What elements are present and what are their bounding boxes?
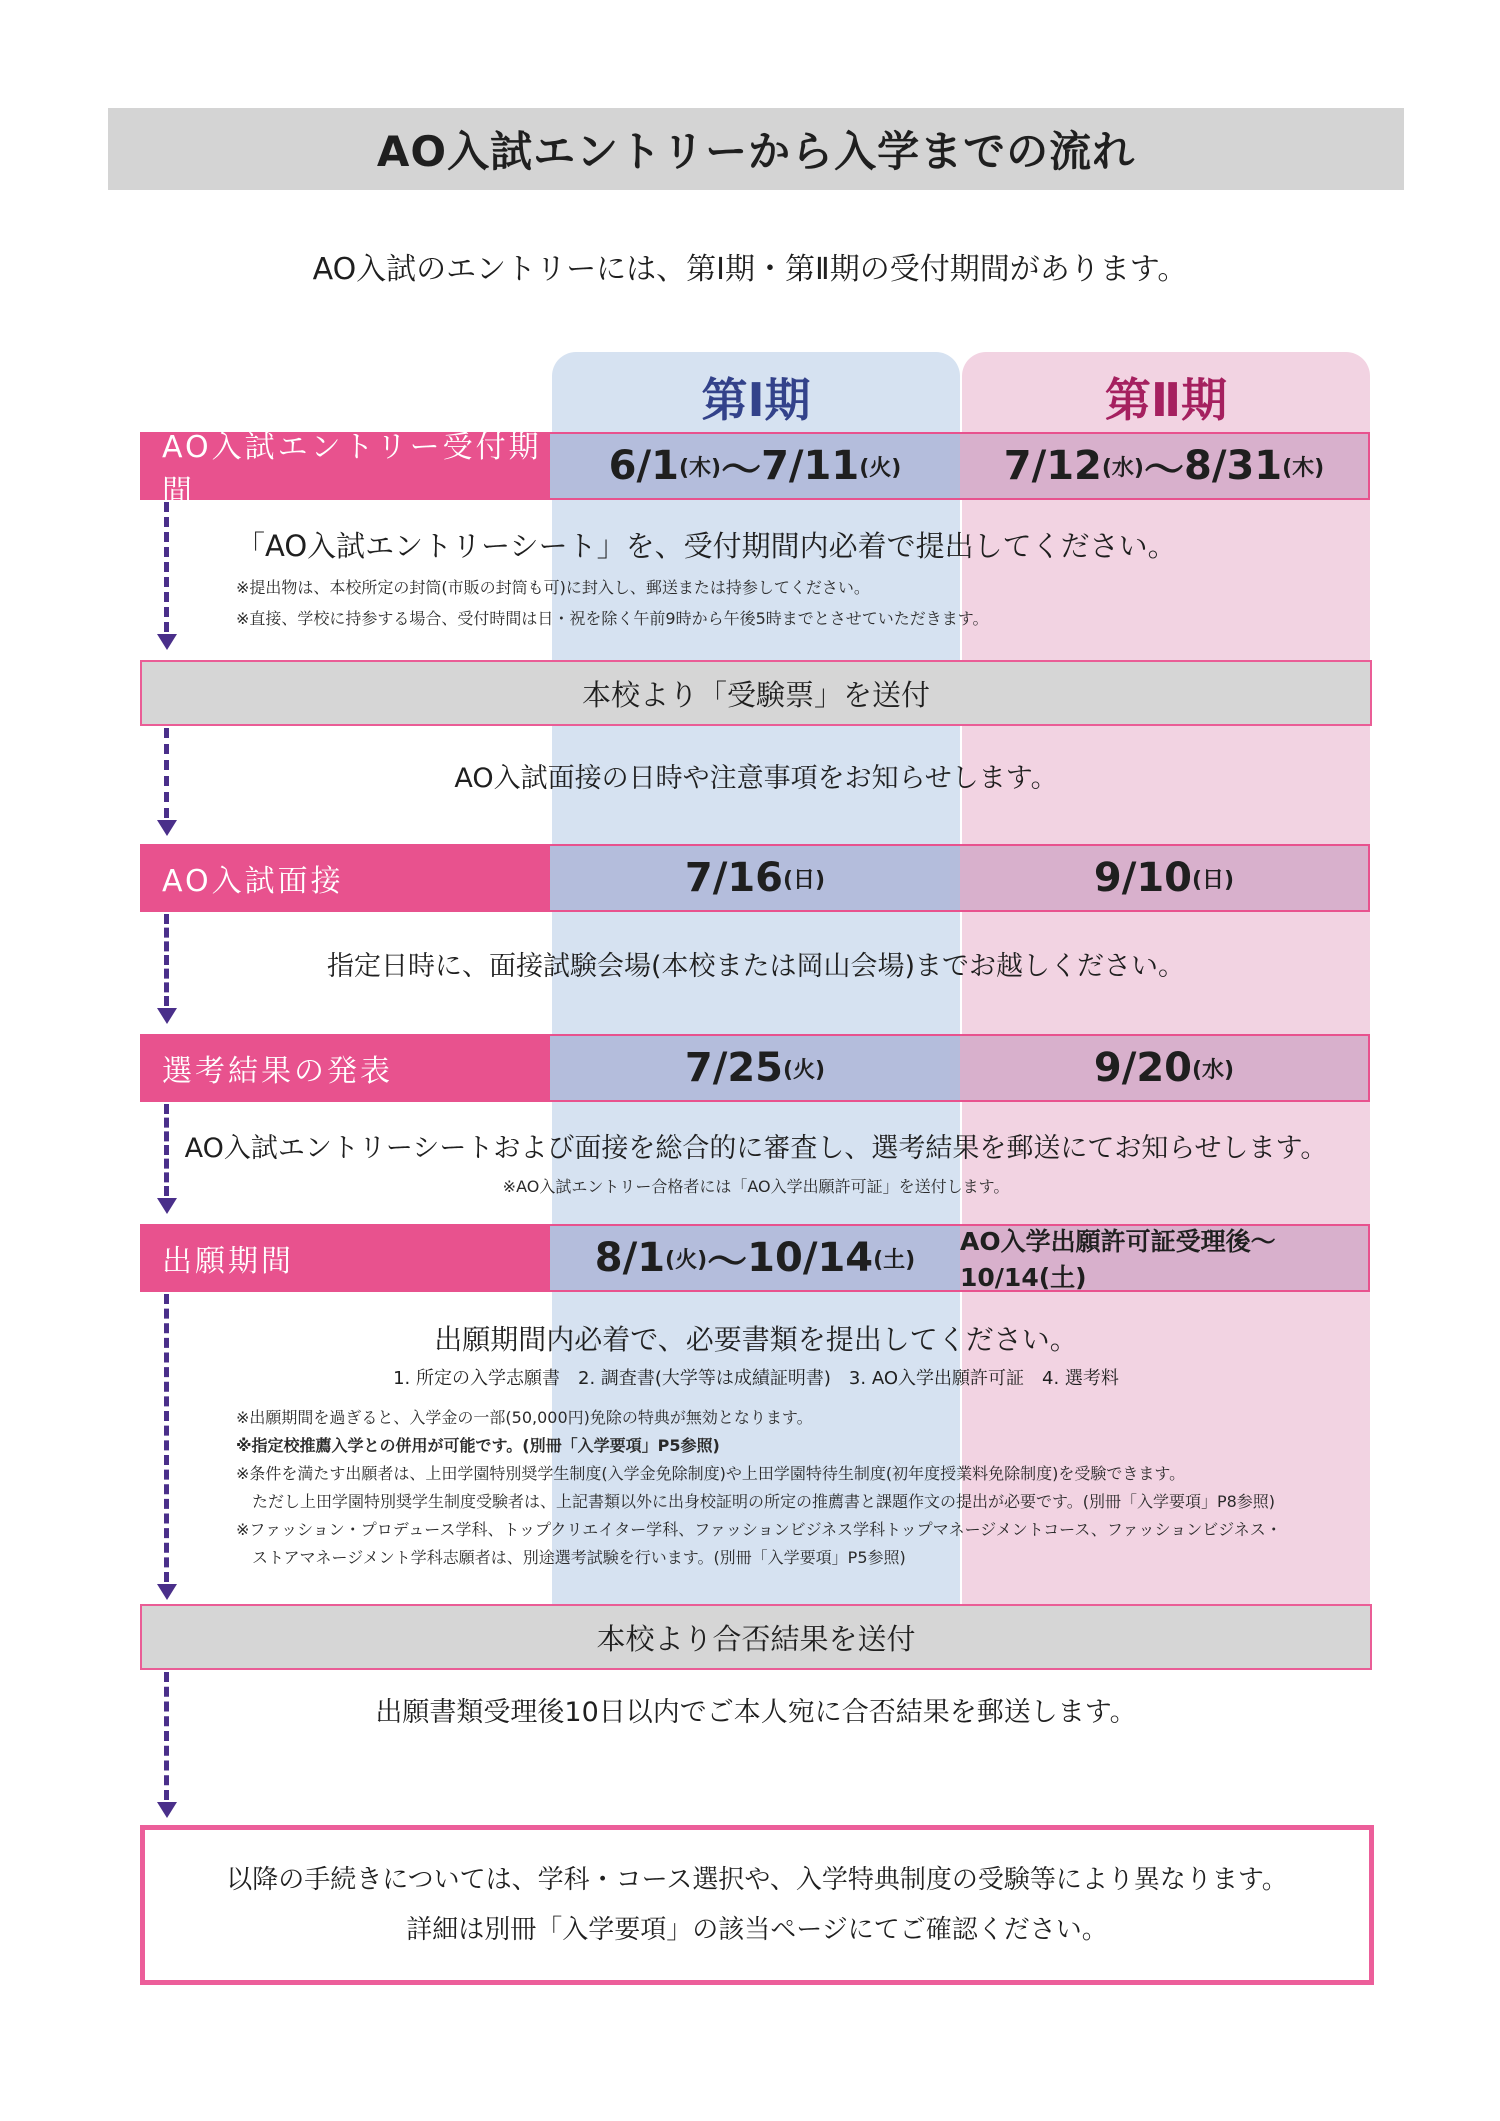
application-docs: 1. 所定の入学志願書 2. 調査書(大学等は成績証明書) 3. AO入学出願許可証 4. 選考料 [393,1368,1119,1389]
result-p1 [550,1034,960,1102]
flow-arrowhead-2 [157,820,177,836]
application-p1-start-weekday: (火) [665,1247,708,1273]
flow-arrow-1 [164,502,169,632]
entry-note-2: ※直接、学校に持参する場合、受付時間は日・祝を除く午前9時から午後5時までとさせていただきます。 [236,609,989,628]
entry-period-p1 [550,432,960,500]
application-notes [236,1404,1372,1572]
entry-p2-start-weekday: (水) [1101,455,1144,481]
application-p2-text: AO入学出願許可証受理後〜10/14(土) [960,1227,1276,1292]
decision-bar: 本校より合否結果を送付 [140,1604,1372,1670]
interview-p2 [960,844,1370,912]
footer-box [140,1825,1374,1985]
footer-line-2: 詳細は別冊「入学要項」の該当ページにてご確認ください。 [406,1915,1108,1945]
flow-arrowhead-4 [157,1198,177,1214]
application-p1 [550,1224,960,1292]
application-note: ※指定校推薦入学との併用が可能です。(別冊「入学要項」P5参照) [236,1436,720,1455]
entry-p2-end: 8/31 [1184,443,1283,489]
decision-desc: 出願書類受理後10日以内でご本人宛に合否結果を郵送します。 [375,1697,1137,1728]
application-p1-end: 10/14 [747,1235,874,1281]
entry-p2-start: 7/12 [1003,443,1102,489]
footer-line-1: 以降の手続きについては、学科・コース選択や、入学特典制度の受験等により異なります。 [226,1865,1288,1895]
flow-arrow-4 [164,1104,169,1196]
entry-p1-start: 6/1 [608,443,679,489]
application-p1-sep: 〜 [707,1238,748,1285]
result-p2-date: 9/20 [1093,1045,1192,1091]
interview-p1-weekday: (日) [782,867,826,893]
interview-label: AO入試面接 [140,844,550,912]
interview-desc: 指定日時に、面接試験会場(本校または岡山会場)までお越しください。 [326,951,1186,982]
result-p1-date: 7/25 [684,1045,783,1091]
entry-p2-end-weekday: (木) [1282,455,1325,481]
application-note: ※条件を満たす出願者は、上田学園特別奨学生制度(入学金免除制度)や上田学園特待生制度(初年度授業料免除制度)を受験できます。 [236,1464,1186,1483]
entry-period-label: AO入試エントリー受付期間 [140,432,550,500]
period1-heading: 第Ⅰ期 [701,373,811,427]
interview-p2-weekday: (日) [1191,867,1235,893]
period2-heading: 第Ⅱ期 [1104,373,1228,427]
entry-period-p2 [960,432,1370,500]
entry-p1-end-weekday: (火) [859,455,902,481]
flow-arrowhead-1 [157,634,177,650]
result-note: ※AO入試エントリー合格者には「AO入学出願許可証」を送付します。 [502,1177,1010,1196]
flow-arrowhead-5 [157,1584,177,1600]
application-p2 [960,1224,1370,1292]
application-label: 出願期間 [140,1224,550,1292]
entry-p1-sep: 〜 [721,446,762,493]
application-desc: 出願期間内必着で、必要書類を提出してください。 [434,1323,1078,1356]
flow-arrow-5 [164,1294,169,1582]
page-title: AO入試エントリーから入学までの流れ [108,108,1404,190]
result-p2-weekday: (水) [1191,1057,1235,1083]
application-note: ※ファッション・プロデュース学科、トップクリエイター学科、ファッションビジネス学科トップマネージメントコース、ファッションビジネス・ [236,1520,1282,1539]
flow-arrow-3 [164,914,169,1006]
ticket-bar: 本校より「受験票」を送付 [140,660,1372,726]
interview-p1-date: 7/16 [684,855,783,901]
flow-arrow-6 [164,1672,169,1800]
application-p1-start: 8/1 [594,1235,666,1281]
application-note: ※出願期間を過ぎると、入学金の一部(50,000円)免除の特典が無効となります。 [236,1408,813,1427]
interview-p1 [550,844,960,912]
result-desc: AO入試エントリーシートおよび面接を総合的に審査し、選考結果を郵送にてお知らせします。 [184,1133,1328,1164]
flow-arrowhead-3 [157,1008,177,1024]
result-label: 選考結果の発表 [140,1034,550,1102]
entry-desc: 「AO入試エントリーシート」を、受付期間内必着で提出してください。 [236,529,1177,563]
entry-p1-end: 7/11 [761,443,860,489]
result-p2 [960,1034,1370,1102]
entry-note-1: ※提出物は、本校所定の封筒(市販の封筒も可)に封入し、郵送または持参してください。 [236,578,870,597]
interview-p2-date: 9/10 [1093,855,1192,901]
entry-p1-start-weekday: (木) [678,455,722,481]
application-note: ストアマネージメント学科志願者は、別途選考試験を行います。(別冊「入学要項」P5参照) [236,1548,906,1567]
entry-p2-sep: 〜 [1144,446,1184,493]
application-note: ただし上田学園特別奨学生制度受験者は、上記書類以外に出身校証明の所定の推薦書と課題作文の提出が必要です。(別冊「入学要項」P8参照) [236,1492,1276,1511]
application-p1-end-weekday: (土) [873,1247,916,1273]
flow-arrowhead-6 [157,1802,177,1818]
ticket-desc: AO入試面接の日時や注意事項をお知らせします。 [454,763,1058,794]
lead-text: AO入試のエントリーには、第Ⅰ期・第Ⅱ期の受付期間があります。 [312,252,1188,287]
result-p1-weekday: (火) [782,1057,826,1083]
flow-arrow-2 [164,728,169,818]
